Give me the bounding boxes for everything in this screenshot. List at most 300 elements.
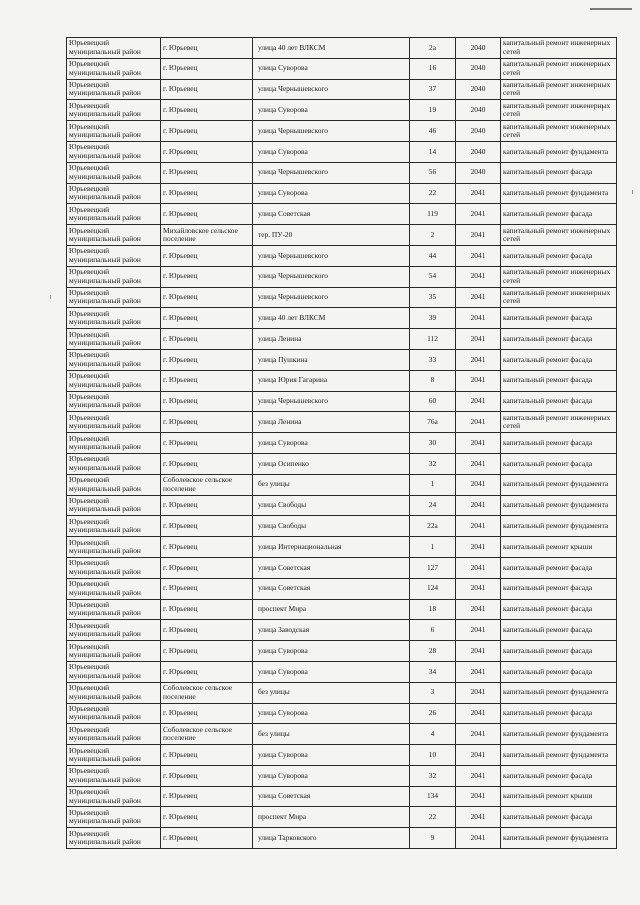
- settlement-cell: г. Юрьевец: [161, 745, 253, 766]
- settlement-cell: г. Юрьевец: [161, 391, 253, 412]
- district-cell: Юрьевецкий муниципальный район: [67, 121, 161, 142]
- table-row: [67, 412, 617, 433]
- house-number-cell: 6: [410, 620, 456, 641]
- work-type-cell: капитальный ремонт фасада: [501, 433, 617, 454]
- district-cell: Юрьевецкий муниципальный район: [67, 724, 161, 745]
- street-cell: [253, 703, 410, 724]
- settlement-cell: г. Юрьевец: [161, 516, 253, 537]
- street-name: улица Суворова: [258, 645, 308, 655]
- year-cell: 2041: [456, 370, 501, 391]
- settlement-cell: г. Юрьевец: [161, 162, 253, 183]
- settlement-cell: г. Юрьевец: [161, 329, 253, 350]
- year-cell: 2041: [456, 537, 501, 558]
- table-row: [67, 121, 617, 142]
- district-cell: Юрьевецкий муниципальный район: [67, 329, 161, 350]
- house-number-cell: 35: [410, 287, 456, 308]
- house-number-cell: 124: [410, 578, 456, 599]
- house-number-cell: 22: [410, 183, 456, 204]
- table-row: [67, 79, 617, 100]
- table-row: [67, 641, 617, 662]
- district-cell: Юрьевецкий муниципальный район: [67, 58, 161, 79]
- house-number-cell: 34: [410, 661, 456, 682]
- settlement-cell: г. Юрьевец: [161, 786, 253, 807]
- street-cell: [253, 391, 410, 412]
- table-body: [67, 38, 617, 849]
- street-name: улица Осипенко: [258, 458, 309, 468]
- street-cell: [253, 329, 410, 350]
- district-cell: Юрьевецкий муниципальный район: [67, 245, 161, 266]
- settlement-cell: г. Юрьевец: [161, 495, 253, 516]
- house-number-cell: 60: [410, 391, 456, 412]
- house-number-cell: 39: [410, 308, 456, 329]
- settlement-cell: г. Юрьевец: [161, 661, 253, 682]
- year-cell: 2041: [456, 786, 501, 807]
- work-type-cell: капитальный ремонт фасада: [501, 557, 617, 578]
- street-name: улица Ленина: [258, 417, 302, 427]
- street-name: проспект Мира: [258, 812, 307, 822]
- scan-artifact: [590, 8, 632, 10]
- district-cell: Юрьевецкий муниципальный район: [67, 516, 161, 537]
- settlement-cell: г. Юрьевец: [161, 349, 253, 370]
- street-cell: [253, 121, 410, 142]
- year-cell: 2041: [456, 266, 501, 287]
- district-cell: Юрьевецкий муниципальный район: [67, 183, 161, 204]
- street-name: улица Чернышевского: [258, 84, 328, 94]
- year-cell: 2040: [456, 121, 501, 142]
- district-cell: Юрьевецкий муниципальный район: [67, 225, 161, 246]
- table-row: [67, 537, 617, 558]
- district-cell: Юрьевецкий муниципальный район: [67, 661, 161, 682]
- street-cell: [253, 433, 410, 454]
- work-type-cell: капитальный ремонт фундамента: [501, 474, 617, 495]
- street-name: улица 40 лет ВЛКСМ: [258, 42, 326, 52]
- work-type-cell: капитальный ремонт крыши: [501, 786, 617, 807]
- house-number-cell: 56: [410, 162, 456, 183]
- district-cell: Юрьевецкий муниципальный район: [67, 682, 161, 703]
- work-type-cell: капитальный ремонт инженерных сетей: [501, 287, 617, 308]
- street-name: улица Суворова: [258, 63, 308, 73]
- settlement-cell: г. Юрьевец: [161, 765, 253, 786]
- district-cell: Юрьевецкий муниципальный район: [67, 100, 161, 121]
- year-cell: 2040: [456, 162, 501, 183]
- table-row: [67, 391, 617, 412]
- table-row: [67, 745, 617, 766]
- settlement-cell: г. Юрьевец: [161, 141, 253, 162]
- street-cell: [253, 578, 410, 599]
- house-number-cell: 119: [410, 204, 456, 225]
- table-row: [67, 682, 617, 703]
- street-cell: [253, 245, 410, 266]
- work-type-cell: капитальный ремонт фасада: [501, 204, 617, 225]
- table-row: [67, 245, 617, 266]
- house-number-cell: 14: [410, 141, 456, 162]
- district-cell: Юрьевецкий муниципальный район: [67, 141, 161, 162]
- district-cell: Юрьевецкий муниципальный район: [67, 745, 161, 766]
- district-cell: Юрьевецкий муниципальный район: [67, 287, 161, 308]
- district-cell: Юрьевецкий муниципальный район: [67, 703, 161, 724]
- house-number-cell: 10: [410, 745, 456, 766]
- district-cell: Юрьевецкий муниципальный район: [67, 557, 161, 578]
- work-type-cell: капитальный ремонт фундамента: [501, 724, 617, 745]
- work-type-cell: капитальный ремонт фундамента: [501, 828, 617, 849]
- work-type-cell: капитальный ремонт фасада: [501, 391, 617, 412]
- year-cell: 2040: [456, 141, 501, 162]
- settlement-cell: г. Юрьевец: [161, 537, 253, 558]
- street-name: улица Свободы: [258, 521, 307, 531]
- table-row: [67, 516, 617, 537]
- year-cell: 2041: [456, 599, 501, 620]
- district-cell: Юрьевецкий муниципальный район: [67, 474, 161, 495]
- district-cell: Юрьевецкий муниципальный район: [67, 828, 161, 849]
- house-number-cell: 1: [410, 537, 456, 558]
- house-number-cell: 19: [410, 100, 456, 121]
- district-cell: Юрьевецкий муниципальный район: [67, 620, 161, 641]
- house-number-cell: 127: [410, 557, 456, 578]
- settlement-cell: г. Юрьевец: [161, 641, 253, 662]
- table-row: [67, 225, 617, 246]
- street-cell: [253, 537, 410, 558]
- table-row: [67, 453, 617, 474]
- table-row: [67, 765, 617, 786]
- table-row: [67, 828, 617, 849]
- repair-schedule-table: [66, 37, 617, 849]
- table-row: [67, 38, 617, 59]
- year-cell: 2041: [456, 682, 501, 703]
- settlement-cell: Михайловское сельское поселение: [161, 225, 253, 246]
- street-cell: [253, 724, 410, 745]
- table-row: [67, 786, 617, 807]
- street-cell: [253, 79, 410, 100]
- work-type-cell: капитальный ремонт фасада: [501, 620, 617, 641]
- house-number-cell: 134: [410, 786, 456, 807]
- house-number-cell: 112: [410, 329, 456, 350]
- year-cell: 2040: [456, 79, 501, 100]
- year-cell: 2041: [456, 391, 501, 412]
- street-name: улица Суворова: [258, 708, 308, 718]
- street-name: улица Суворова: [258, 437, 308, 447]
- house-number-cell: 4: [410, 724, 456, 745]
- street-name: улица Заводская: [258, 625, 310, 634]
- settlement-cell: г. Юрьевец: [161, 38, 253, 59]
- scan-artifact: [50, 295, 51, 299]
- street-cell: [253, 620, 410, 641]
- work-type-cell: капитальный ремонт крыши: [501, 537, 617, 558]
- street-name: улица Суворова: [258, 146, 308, 156]
- work-type-cell: капитальный ремонт инженерных сетей: [501, 121, 617, 142]
- year-cell: 2041: [456, 329, 501, 350]
- year-cell: 2040: [456, 58, 501, 79]
- table-row: [67, 703, 617, 724]
- house-number-cell: 18: [410, 599, 456, 620]
- year-cell: 2041: [456, 641, 501, 662]
- street-cell: [253, 516, 410, 537]
- street-cell: [253, 828, 410, 849]
- work-type-cell: капитальный ремонт фасада: [501, 765, 617, 786]
- work-type-cell: капитальный ремонт фундамента: [501, 495, 617, 516]
- year-cell: 2041: [456, 349, 501, 370]
- house-number-cell: 9: [410, 828, 456, 849]
- year-cell: 2041: [456, 557, 501, 578]
- table-row: [67, 807, 617, 828]
- year-cell: 2041: [456, 308, 501, 329]
- year-cell: 2040: [456, 38, 501, 59]
- table-row: [67, 204, 617, 225]
- district-cell: Юрьевецкий муниципальный район: [67, 641, 161, 662]
- house-number-cell: 54: [410, 266, 456, 287]
- work-type-cell: капитальный ремонт фасада: [501, 245, 617, 266]
- table-row: [67, 474, 617, 495]
- work-type-cell: капитальный ремонт фундамента: [501, 745, 617, 766]
- street-name: улица Суворова: [258, 666, 308, 676]
- street-cell: [253, 682, 410, 703]
- street-cell: [253, 557, 410, 578]
- work-type-cell: капитальный ремонт фасада: [501, 807, 617, 828]
- table-row: [67, 349, 617, 370]
- year-cell: 2041: [456, 578, 501, 599]
- work-type-cell: капитальный ремонт фундамента: [501, 183, 617, 204]
- table-row: [67, 599, 617, 620]
- street-name: улица Советская: [258, 583, 311, 593]
- table-row: [67, 162, 617, 183]
- year-cell: 2041: [456, 620, 501, 641]
- settlement-cell: г. Юрьевец: [161, 266, 253, 287]
- year-cell: 2041: [456, 287, 501, 308]
- settlement-cell: Соболевское сельское поселение: [161, 682, 253, 703]
- year-cell: 2040: [456, 100, 501, 121]
- work-type-cell: капитальный ремонт инженерных сетей: [501, 225, 617, 246]
- house-number-cell: 2а: [410, 38, 456, 59]
- street-name: улица Советская: [258, 562, 311, 572]
- house-number-cell: 33: [410, 349, 456, 370]
- house-number-cell: 76а: [410, 412, 456, 433]
- district-cell: Юрьевецкий муниципальный район: [67, 370, 161, 391]
- year-cell: 2041: [456, 495, 501, 516]
- year-cell: 2041: [456, 204, 501, 225]
- table-row: [67, 287, 617, 308]
- year-cell: 2041: [456, 724, 501, 745]
- house-number-cell: 24: [410, 495, 456, 516]
- settlement-cell: г. Юрьевец: [161, 100, 253, 121]
- settlement-cell: Соболевское сельское поселение: [161, 724, 253, 745]
- table-row: [67, 100, 617, 121]
- work-type-cell: капитальный ремонт фасада: [501, 453, 617, 474]
- year-cell: 2041: [456, 453, 501, 474]
- table-row: [67, 266, 617, 287]
- table-row: [67, 370, 617, 391]
- table-row: [67, 724, 617, 745]
- table-row: [67, 620, 617, 641]
- table-row: [67, 661, 617, 682]
- house-number-cell: 1: [410, 474, 456, 495]
- street-name: улица Тарковского: [258, 832, 317, 842]
- street-cell: [253, 38, 410, 59]
- table-row: [67, 141, 617, 162]
- settlement-cell: г. Юрьевец: [161, 453, 253, 474]
- table-row: [67, 308, 617, 329]
- district-cell: Юрьевецкий муниципальный район: [67, 495, 161, 516]
- work-type-cell: капитальный ремонт инженерных сетей: [501, 38, 617, 59]
- settlement-cell: г. Юрьевец: [161, 578, 253, 599]
- year-cell: 2041: [456, 516, 501, 537]
- district-cell: Юрьевецкий муниципальный район: [67, 162, 161, 183]
- house-number-cell: 44: [410, 245, 456, 266]
- house-number-cell: 46: [410, 121, 456, 142]
- street-cell: [253, 412, 410, 433]
- district-cell: Юрьевецкий муниципальный район: [67, 765, 161, 786]
- street-name: улица Юрия Гагарина: [258, 375, 328, 385]
- work-type-cell: капитальный ремонт инженерных сетей: [501, 412, 617, 433]
- street-name: проспект Мира: [258, 604, 307, 614]
- district-cell: Юрьевецкий муниципальный район: [67, 453, 161, 474]
- district-cell: Юрьевецкий муниципальный район: [67, 537, 161, 558]
- settlement-cell: г. Юрьевец: [161, 412, 253, 433]
- work-type-cell: капитальный ремонт фасада: [501, 599, 617, 620]
- house-number-cell: 22а: [410, 516, 456, 537]
- house-number-cell: 32: [410, 765, 456, 786]
- district-cell: Юрьевецкий муниципальный район: [67, 412, 161, 433]
- house-number-cell: 32: [410, 453, 456, 474]
- street-cell: [253, 370, 410, 391]
- table-row: [67, 183, 617, 204]
- street-cell: [253, 162, 410, 183]
- table-row: [67, 495, 617, 516]
- street-name: улица Суворова: [258, 105, 308, 115]
- settlement-cell: г. Юрьевец: [161, 433, 253, 454]
- work-type-cell: капитальный ремонт фундамента: [501, 682, 617, 703]
- district-cell: Юрьевецкий муниципальный район: [67, 391, 161, 412]
- street-cell: [253, 287, 410, 308]
- house-number-cell: 37: [410, 79, 456, 100]
- street-name: без улицы: [258, 728, 290, 738]
- district-cell: Юрьевецкий муниципальный район: [67, 599, 161, 620]
- street-name: улица Интернациональная: [258, 541, 342, 551]
- house-number-cell: 3: [410, 682, 456, 703]
- work-type-cell: капитальный ремонт фасада: [501, 162, 617, 183]
- street-cell: [253, 453, 410, 474]
- table-row: [67, 58, 617, 79]
- district-cell: Юрьевецкий муниципальный район: [67, 204, 161, 225]
- year-cell: 2041: [456, 433, 501, 454]
- settlement-cell: г. Юрьевец: [161, 370, 253, 391]
- street-cell: [253, 225, 410, 246]
- street-name: улица Чернышевского: [258, 167, 328, 177]
- street-cell: [253, 745, 410, 766]
- street-cell: [253, 141, 410, 162]
- year-cell: 2041: [456, 412, 501, 433]
- street-name: улица Суворова: [258, 770, 308, 780]
- house-number-cell: 16: [410, 58, 456, 79]
- table-row: [67, 578, 617, 599]
- street-name: улица Суворова: [258, 188, 308, 198]
- street-name: улица Советская: [258, 209, 311, 219]
- settlement-cell: г. Юрьевец: [161, 599, 253, 620]
- house-number-cell: 26: [410, 703, 456, 724]
- street-cell: [253, 58, 410, 79]
- table-row: [67, 557, 617, 578]
- settlement-cell: Соболевское сельское поселение: [161, 474, 253, 495]
- street-cell: [253, 183, 410, 204]
- street-name: без улицы: [258, 479, 290, 489]
- work-type-cell: капитальный ремонт фасада: [501, 703, 617, 724]
- district-cell: Юрьевецкий муниципальный район: [67, 79, 161, 100]
- district-cell: Юрьевецкий муниципальный район: [67, 578, 161, 599]
- work-type-cell: капитальный ремонт инженерных сетей: [501, 79, 617, 100]
- house-number-cell: 28: [410, 641, 456, 662]
- street-cell: [253, 661, 410, 682]
- street-name: улица Чернышевского: [258, 125, 328, 135]
- street-cell: [253, 641, 410, 662]
- work-type-cell: капитальный ремонт инженерных сетей: [501, 58, 617, 79]
- year-cell: 2041: [456, 765, 501, 786]
- work-type-cell: капитальный ремонт фасада: [501, 578, 617, 599]
- district-cell: Юрьевецкий муниципальный район: [67, 308, 161, 329]
- house-number-cell: 2: [410, 225, 456, 246]
- table-row: [67, 329, 617, 350]
- street-name: улица 40 лет ВЛКСМ: [258, 313, 326, 323]
- street-cell: [253, 349, 410, 370]
- street-cell: [253, 599, 410, 620]
- district-cell: Юрьевецкий муниципальный район: [67, 266, 161, 287]
- year-cell: 2041: [456, 703, 501, 724]
- work-type-cell: капитальный ремонт фундамента: [501, 141, 617, 162]
- table-row: [67, 433, 617, 454]
- settlement-cell: г. Юрьевец: [161, 287, 253, 308]
- district-cell: Юрьевецкий муниципальный район: [67, 349, 161, 370]
- street-cell: [253, 495, 410, 516]
- settlement-cell: г. Юрьевец: [161, 245, 253, 266]
- work-type-cell: капитальный ремонт фасада: [501, 370, 617, 391]
- street-cell: [253, 308, 410, 329]
- district-cell: Юрьевецкий муниципальный район: [67, 786, 161, 807]
- year-cell: 2041: [456, 745, 501, 766]
- year-cell: 2041: [456, 245, 501, 266]
- work-type-cell: капитальный ремонт фасада: [501, 308, 617, 329]
- street-name: улица Пушкина: [258, 354, 308, 364]
- street-cell: [253, 474, 410, 495]
- work-type-cell: капитальный ремонт инженерных сетей: [501, 266, 617, 287]
- settlement-cell: г. Юрьевец: [161, 58, 253, 79]
- settlement-cell: г. Юрьевец: [161, 204, 253, 225]
- street-name: улица Свободы: [258, 500, 307, 510]
- work-type-cell: капитальный ремонт фасада: [501, 661, 617, 682]
- work-type-cell: капитальный ремонт фасада: [501, 329, 617, 350]
- year-cell: 2041: [456, 828, 501, 849]
- house-number-cell: 22: [410, 807, 456, 828]
- street-cell: [253, 204, 410, 225]
- settlement-cell: г. Юрьевец: [161, 828, 253, 849]
- house-number-cell: 8: [410, 370, 456, 391]
- scan-artifact: [632, 190, 633, 194]
- street-name: улица Чернышевского: [258, 271, 328, 281]
- street-name: улица Чернышевского: [258, 292, 328, 302]
- year-cell: 2041: [456, 661, 501, 682]
- work-type-cell: капитальный ремонт фасада: [501, 641, 617, 662]
- street-name: улица Чернышевского: [258, 396, 328, 406]
- street-cell: [253, 786, 410, 807]
- street-name: улица Ленина: [258, 333, 302, 343]
- year-cell: 2041: [456, 474, 501, 495]
- street-name: улица Суворова: [258, 749, 308, 759]
- work-type-cell: капитальный ремонт фундамента: [501, 516, 617, 537]
- settlement-cell: г. Юрьевец: [161, 121, 253, 142]
- street-name: улица Чернышевского: [258, 250, 328, 260]
- settlement-cell: г. Юрьевец: [161, 308, 253, 329]
- settlement-cell: г. Юрьевец: [161, 183, 253, 204]
- settlement-cell: г. Юрьевец: [161, 79, 253, 100]
- year-cell: 2041: [456, 183, 501, 204]
- year-cell: 2041: [456, 807, 501, 828]
- district-cell: Юрьевецкий муниципальный район: [67, 433, 161, 454]
